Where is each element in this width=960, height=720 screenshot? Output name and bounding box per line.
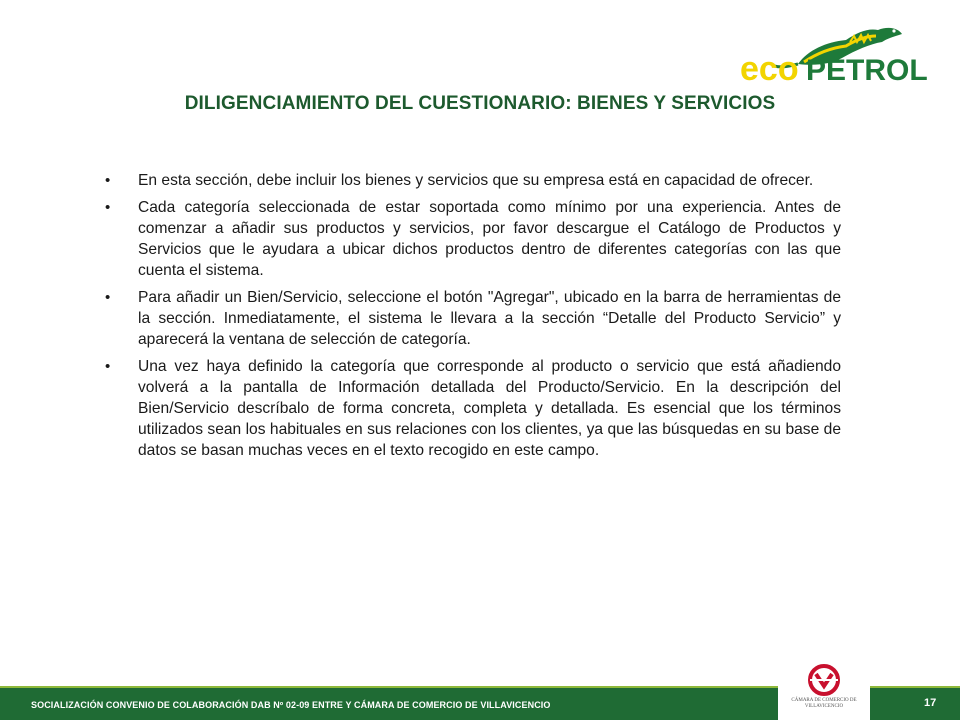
- bullet-text: Una vez haya definido la categoría que corresponde al producto o servicio que está añadiendo volverá a la pantalla de Información detallada del Producto/Servicio. En la descripción del Bien/Servicio descríbalo de forma concreta, completa y detallada. Es esencial que los términos utilizados sean los habituales en sus relaciones con los clientes, ya que las búsquedas en su base de datos se basan muchas veces en el texto recogido en este campo.: [138, 358, 841, 459]
- bullet-text: Cada categoría seleccionada de estar soportada como mínimo por una experiencia. Antes de comenzar a añadir sus productos y servicios, por favor descargue el Catálogo de Productos y Servicios que le ayudara a ubicar dichos productos dentro de diferentes categorías con las que cuenta el sistema.: [138, 199, 841, 279]
- list-item: [105, 197, 841, 281]
- camara-logo-text: CÁMARA DE COMERCIO DE VILLAVICENCIO: [791, 698, 857, 709]
- ecopetrol-iguana-logo-icon: [738, 20, 934, 88]
- slide-title: DILIGENCIAMIENTO DEL CUESTIONARIO: BIENES Y SERVICIOS: [184, 93, 776, 114]
- list-item: [105, 356, 841, 461]
- camara-de-comercio-logo-icon: [778, 660, 870, 698]
- svg-text:PETROL: PETROL: [806, 54, 928, 87]
- page-number: 17: [924, 697, 937, 709]
- bullet-dot-icon: •: [105, 172, 111, 189]
- bullet-text: En esta sección, debe incluir los bienes y servicios que su empresa está en capacidad de ofrecer.: [138, 172, 814, 189]
- bullet-text: Para añadir un Bien/Servicio, seleccione el botón "Agregar", ubicado en la barra de herramientas de la sección. Inmediatamente, el sistema le llevara a la sección “Detalle del Producto Servicio” y aparecerá la ventana de selección de categoría.: [138, 289, 841, 348]
- list-item: [105, 170, 841, 191]
- footer-text: SOCIALIZACIÓN CONVENIO DE COLABORACIÓN DAB Nº 02-09 ENTRE Y CÁMARA DE COMERCIO DE VILLAVICENCIO: [31, 700, 551, 710]
- bullet-dot-icon: •: [105, 289, 111, 306]
- bullet-dot-icon: •: [105, 358, 111, 375]
- bullet-dot-icon: •: [105, 199, 111, 216]
- camara-de-comercio-logo: [778, 660, 870, 720]
- svg-text:eco: eco: [740, 50, 799, 88]
- list-item: [105, 287, 841, 350]
- ecopetrol-logo: [738, 20, 934, 88]
- bullet-list: [105, 170, 841, 467]
